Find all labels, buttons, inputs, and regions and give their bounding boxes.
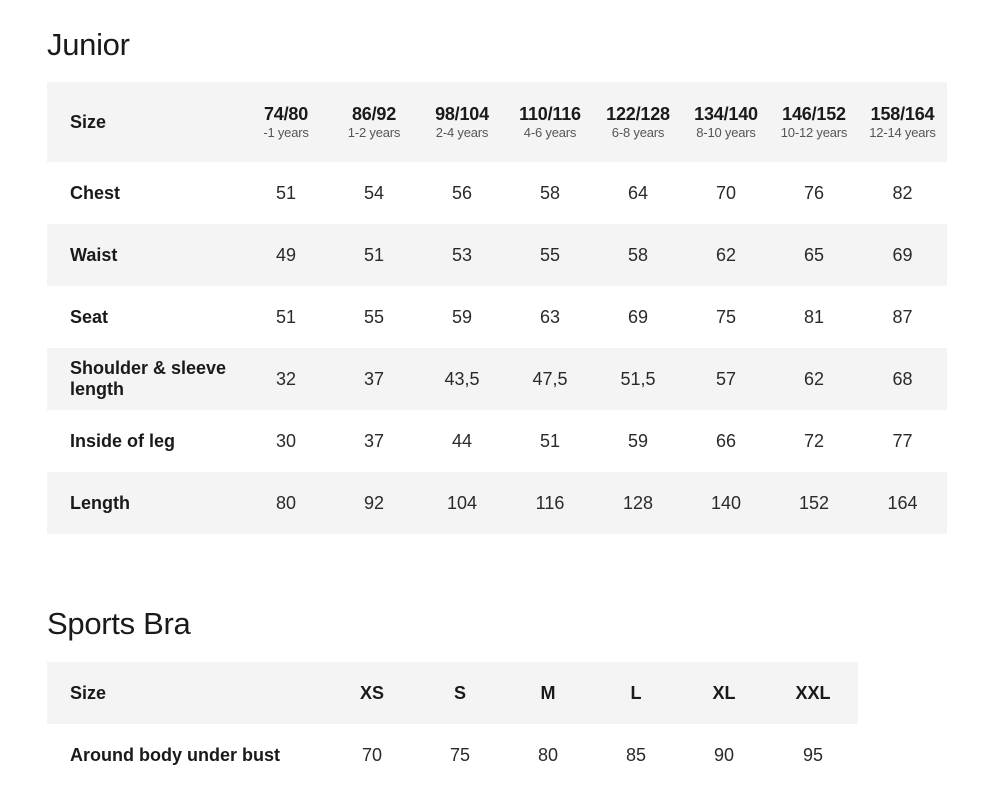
table-cell: 37 — [363, 368, 385, 389]
size-column-header — [418, 82, 506, 162]
row-label: Waist — [70, 244, 118, 265]
row-label: Seat — [70, 306, 109, 327]
size-column-header — [770, 82, 858, 162]
table-cell: 58 — [627, 244, 649, 265]
age-range: 2-4 years — [435, 124, 489, 140]
table-cell: 116 — [535, 492, 565, 513]
table-row-chest — [47, 162, 947, 224]
table-cell: 64 — [627, 182, 649, 203]
age-range: 10-12 years — [780, 124, 848, 140]
table-cell: 62 — [715, 244, 737, 265]
size-column-header: S — [453, 682, 466, 703]
table-cell: 63 — [539, 306, 561, 327]
table-cell: 51,5 — [620, 368, 656, 389]
size-header-label: Size — [70, 682, 107, 703]
table-cell: 82 — [892, 182, 913, 203]
size-header-label: Size — [70, 111, 107, 132]
table-row-waist — [47, 224, 947, 286]
table-cell: 164 — [887, 492, 918, 513]
row-label: Chest — [70, 182, 121, 203]
table-cell: 69 — [627, 306, 649, 327]
row-label: Shoulder & sleeve length — [70, 358, 227, 399]
table-cell: 47,5 — [532, 368, 568, 389]
table-cell: 76 — [803, 182, 825, 203]
table-cell: 55 — [539, 244, 561, 265]
size-column-header: XL — [712, 682, 736, 703]
size-value: 134/140 — [694, 103, 758, 124]
row-label: Length — [70, 492, 130, 513]
table-cell: 87 — [892, 306, 913, 327]
table-row-under-bust — [47, 724, 858, 786]
junior-size-table — [47, 82, 947, 534]
age-range: -1 years — [263, 124, 309, 140]
size-value: 158/164 — [870, 103, 935, 124]
table-cell: 49 — [275, 244, 297, 265]
table-cell: 70 — [361, 744, 383, 765]
sports-bra-size-table — [47, 662, 858, 786]
table-cell: 152 — [798, 492, 830, 513]
table-cell: 59 — [451, 306, 473, 327]
table-cell: 37 — [363, 430, 385, 451]
table-cell: 55 — [363, 306, 385, 327]
table-cell: 62 — [803, 368, 825, 389]
table-cell: 51 — [275, 306, 297, 327]
size-value: 146/152 — [782, 103, 846, 124]
table-cell: 59 — [627, 430, 649, 451]
table-header-row — [47, 82, 947, 162]
table-cell: 54 — [363, 182, 385, 203]
table-cell: 72 — [803, 430, 825, 451]
table-cell: 53 — [451, 244, 473, 265]
age-range: 4-6 years — [523, 124, 577, 140]
table-cell: 90 — [713, 744, 735, 765]
table-cell: 69 — [892, 244, 913, 265]
table-cell: 68 — [892, 368, 913, 389]
table-cell: 75 — [715, 306, 737, 327]
age-range: 8-10 years — [696, 124, 756, 140]
size-column-header: XXL — [795, 682, 831, 703]
table-cell: 80 — [537, 744, 559, 765]
table-cell: 57 — [715, 368, 737, 389]
size-value: 74/80 — [263, 103, 309, 124]
table-cell: 56 — [451, 182, 473, 203]
table-cell: 51 — [363, 244, 385, 265]
age-range: 1-2 years — [347, 124, 401, 140]
table-cell: 81 — [803, 306, 825, 327]
row-label: Around body under bust — [70, 744, 280, 765]
table-cell: 30 — [275, 430, 297, 451]
table-cell: 44 — [451, 430, 473, 451]
age-range: 12-14 years — [869, 124, 936, 140]
table-cell: 75 — [449, 744, 471, 765]
table-row-shoulder-sleeve — [47, 348, 947, 410]
table-cell: 65 — [803, 244, 825, 265]
size-column-header — [506, 82, 594, 162]
table-cell: 92 — [363, 492, 385, 513]
table-cell: 32 — [275, 368, 297, 389]
table-cell: 104 — [446, 492, 478, 513]
age-range: 6-8 years — [611, 124, 665, 140]
size-value: 86/92 — [351, 103, 397, 124]
size-value: 110/116 — [519, 103, 581, 124]
table-cell: 80 — [275, 492, 297, 513]
table-header-row — [47, 662, 858, 724]
table-row-inside-leg — [47, 410, 947, 472]
size-column-header — [682, 82, 770, 162]
table-cell: 140 — [710, 492, 742, 513]
table-cell: 95 — [802, 744, 824, 765]
table-cell: 85 — [625, 744, 647, 765]
table-row-seat — [47, 286, 947, 348]
size-column-header — [330, 82, 418, 162]
table-cell: 51 — [275, 182, 297, 203]
size-column-header — [594, 82, 682, 162]
table-cell: 51 — [539, 430, 561, 451]
size-column-header — [858, 82, 947, 162]
table-cell: 43,5 — [444, 368, 480, 389]
size-column-header: L — [630, 682, 642, 703]
table-cell: 58 — [539, 182, 561, 203]
sports-bra-section-title: Sports Bra — [47, 606, 191, 641]
table-cell: 77 — [892, 430, 913, 451]
table-cell: 70 — [715, 182, 737, 203]
size-column-header: M — [540, 682, 556, 703]
size-column-header — [242, 82, 330, 162]
size-value: 98/104 — [435, 103, 489, 124]
table-cell: 66 — [715, 430, 737, 451]
table-cell: 128 — [622, 492, 654, 513]
junior-section-title: Junior — [47, 27, 130, 62]
size-column-header: XS — [359, 682, 384, 703]
table-row-length — [47, 472, 947, 534]
row-label: Inside of leg — [70, 430, 176, 451]
size-value: 122/128 — [606, 103, 670, 124]
